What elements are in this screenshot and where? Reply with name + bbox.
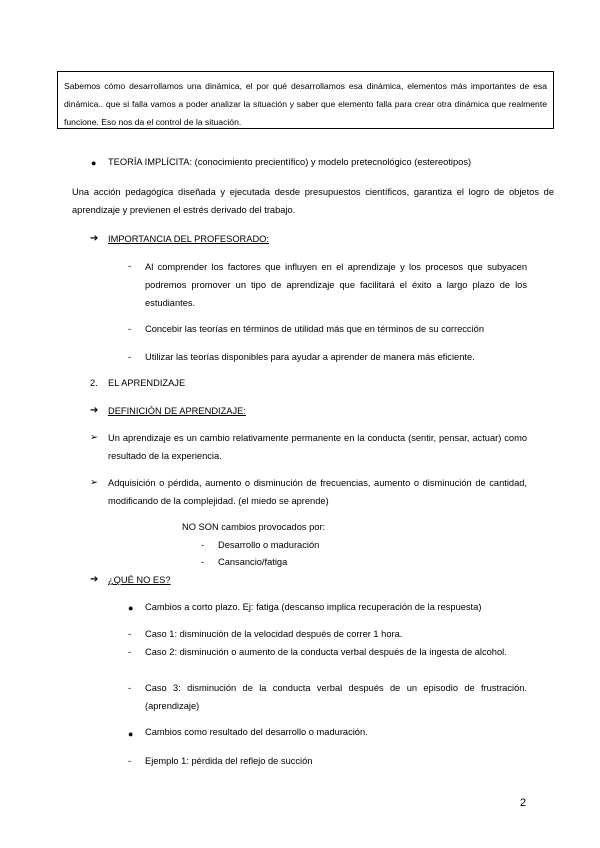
intro-box (57, 71, 554, 129)
importancia-item: Concebir las teorías en términos de utilidad más que en términos de su corrección (145, 324, 484, 334)
importancia-item: Utilizar las teorías disponibles para ayudar a aprender de manera más eficiente. (145, 352, 475, 362)
page-number: 2 (520, 797, 527, 809)
dash-icon: - (128, 261, 132, 271)
intro-box-text: Sabemos cómo desarrollamos una dinámica, el por qué desarrollamos esa dinámica, elementos más importantes de esa dinámica.. que si falla vamos a poder analizar la situación y saber que elemento falla para crear otra dinámica que realmente funcione. Eso nos da el control de la situación. (64, 81, 547, 127)
definicion-item: Un aprendizaje es un cambio relativamente permanente en la conducta (sentir, pensar, actuar) como resultado de la experiencia. (108, 433, 527, 461)
no-son-item: Cansancio/fatiga (218, 557, 288, 567)
no-son-item: Desarrollo o maduración (218, 540, 320, 550)
bullet-icon: ● (128, 729, 134, 739)
dash-icon: - (201, 540, 205, 550)
arrow-icon: ➔ (90, 405, 99, 416)
corto-plazo: Cambios a corto plazo. Ej: fatiga (descanso implica recuperación de la respuesta) (145, 602, 482, 612)
dash-icon: - (128, 647, 132, 657)
dash-icon: - (128, 629, 132, 639)
section-number: 2. (90, 378, 98, 388)
teoria-implicita: TEORÍA IMPLÍCITA: (conocimiento precientífico) y modelo pretecnológico (estereotipos) (108, 157, 472, 167)
arrow-icon: ➔ (90, 233, 99, 244)
no-son-heading: NO SON cambios provocados por: (182, 522, 326, 532)
ejemplo-item: Ejemplo 1: pérdida del reflejo de succión (145, 756, 313, 766)
arrowhead-icon: ➢ (90, 432, 98, 442)
arrowhead-icon: ➢ (90, 477, 98, 487)
desarrollo-item: Cambios como resultado del desarrollo o maduración. (145, 727, 368, 737)
bullet-icon: ● (91, 158, 97, 168)
definicion-item: Adquisición o pérdida, aumento o disminución de frecuencias, aumento o disminución de cantidad, modificando de la complejidad. (el miedo se aprende) (108, 478, 527, 506)
dash-icon: - (128, 683, 132, 693)
section-title: EL APRENDIZAJE (108, 378, 186, 388)
caso-item: Caso 2: disminución o aumento de la conducta verbal después de la ingesta de alcohol. (145, 647, 507, 657)
dash-icon: - (128, 352, 132, 362)
accion-pedagogica: Una acción pedagógica diseñada y ejecutada desde presupuestos científicos, garantiza el logro de objetos de aprendizaje y previenen el estrés derivado del trabajo. (72, 187, 554, 215)
importancia-item: Al comprender los factores que influyen en el aprendizaje y los procesos que subyacen podremos promover un tipo de aprendizaje que facilitará el éxito a largo plazo de los estudiantes. (145, 262, 527, 308)
importancia-heading: IMPORTANCIA DEL PROFESORADO: (108, 234, 270, 244)
bullet-icon: ● (128, 603, 134, 613)
arrow-icon: ➔ (90, 574, 99, 585)
dash-icon: - (128, 324, 132, 334)
caso-item: Caso 1: disminución de la velocidad después de correr 1 hora. (145, 629, 403, 639)
que-no-es-heading: ¿QUÉ NO ES? (108, 575, 171, 585)
dash-icon: - (128, 756, 132, 766)
caso-item: Caso 3: disminución de la conducta verbal después de un episodio de frustración. (aprendizaje) (145, 683, 527, 711)
definicion-heading: DEFINICIÓN DE APRENDIZAJE: (108, 406, 246, 416)
dash-icon: - (201, 557, 205, 567)
